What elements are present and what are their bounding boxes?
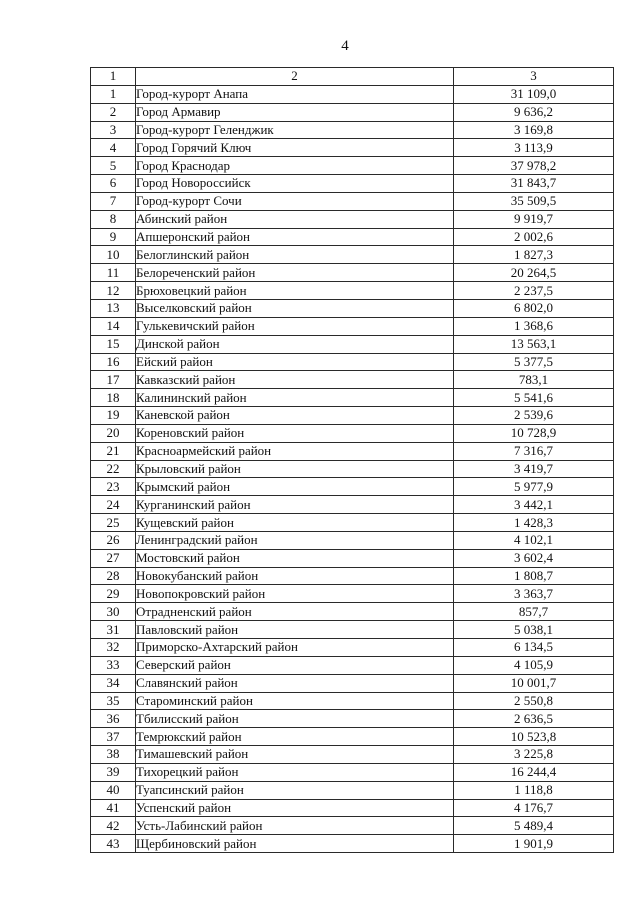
row-number-cell: 34 (91, 674, 136, 692)
district-name-cell: Брюховецкий район (136, 282, 454, 300)
row-number-cell: 40 (91, 781, 136, 799)
district-name-cell: Город-курорт Сочи (136, 192, 454, 210)
table-row (91, 228, 614, 246)
amount-cell: 7 316,7 (454, 442, 614, 460)
district-name-cell: Тихорецкий район (136, 763, 454, 781)
amount-cell: 5 038,1 (454, 621, 614, 639)
table-row (91, 585, 614, 603)
amount-cell: 5 377,5 (454, 353, 614, 371)
amount-cell: 37 978,2 (454, 157, 614, 175)
table-row (91, 353, 614, 371)
district-name-cell: Абинский район (136, 210, 454, 228)
row-number-cell: 8 (91, 210, 136, 228)
district-name-cell: Белореченский район (136, 264, 454, 282)
table-body (91, 68, 614, 853)
amount-cell: 20 264,5 (454, 264, 614, 282)
row-number-cell: 35 (91, 692, 136, 710)
district-name-cell: Кавказский район (136, 371, 454, 389)
amount-cell: 3 419,7 (454, 460, 614, 478)
table-row (91, 817, 614, 835)
district-name-cell: Апшеронский район (136, 228, 454, 246)
column-header-number: 1 (91, 68, 136, 86)
row-number-cell: 27 (91, 549, 136, 567)
district-name-cell: Темрюкский район (136, 728, 454, 746)
amount-cell: 4 176,7 (454, 799, 614, 817)
row-number-cell: 22 (91, 460, 136, 478)
row-number-cell: 43 (91, 835, 136, 853)
row-number-cell: 25 (91, 514, 136, 532)
table-row (91, 264, 614, 282)
table-row (91, 603, 614, 621)
row-number-cell: 24 (91, 496, 136, 514)
row-number-cell: 42 (91, 817, 136, 835)
table-row (91, 103, 614, 121)
table-row (91, 710, 614, 728)
amount-cell: 35 509,5 (454, 192, 614, 210)
district-name-cell: Кореновский район (136, 424, 454, 442)
table-row (91, 746, 614, 764)
district-name-cell: Северский район (136, 656, 454, 674)
row-number-cell: 30 (91, 603, 136, 621)
district-name-cell: Щербиновский район (136, 835, 454, 853)
table-row (91, 692, 614, 710)
table-row (91, 85, 614, 103)
amount-cell: 1 428,3 (454, 514, 614, 532)
district-name-cell: Успенский район (136, 799, 454, 817)
table-row (91, 531, 614, 549)
amount-cell: 1 827,3 (454, 246, 614, 264)
row-number-cell: 15 (91, 335, 136, 353)
column-header-name: 2 (136, 68, 454, 86)
table-row (91, 299, 614, 317)
amount-cell: 4 102,1 (454, 531, 614, 549)
amount-cell: 3 169,8 (454, 121, 614, 139)
district-name-cell: Туапсинский район (136, 781, 454, 799)
row-number-cell: 6 (91, 175, 136, 193)
row-number-cell: 21 (91, 442, 136, 460)
table-row (91, 781, 614, 799)
amount-cell: 3 363,7 (454, 585, 614, 603)
amount-cell: 5 541,6 (454, 389, 614, 407)
district-name-cell: Динской район (136, 335, 454, 353)
district-name-cell: Белоглинский район (136, 246, 454, 264)
table-row (91, 460, 614, 478)
row-number-cell: 14 (91, 317, 136, 335)
amount-cell: 783,1 (454, 371, 614, 389)
district-name-cell: Город-курорт Анапа (136, 85, 454, 103)
district-name-cell: Славянский район (136, 674, 454, 692)
amount-cell: 3 225,8 (454, 746, 614, 764)
district-name-cell: Город Краснодар (136, 157, 454, 175)
row-number-cell: 39 (91, 763, 136, 781)
row-number-cell: 18 (91, 389, 136, 407)
table-row (91, 763, 614, 781)
row-number-cell: 9 (91, 228, 136, 246)
row-number-cell: 29 (91, 585, 136, 603)
row-number-cell: 12 (91, 282, 136, 300)
row-number-cell: 5 (91, 157, 136, 175)
table-row (91, 799, 614, 817)
row-number-cell: 28 (91, 567, 136, 585)
table-row (91, 371, 614, 389)
table-row (91, 121, 614, 139)
amount-cell: 1 808,7 (454, 567, 614, 585)
table-row (91, 389, 614, 407)
table-row (91, 139, 614, 157)
table-row (91, 567, 614, 585)
row-number-cell: 16 (91, 353, 136, 371)
district-name-cell: Курганинский район (136, 496, 454, 514)
district-name-cell: Красноармейский район (136, 442, 454, 460)
district-name-cell: Тимашевский район (136, 746, 454, 764)
row-number-cell: 31 (91, 621, 136, 639)
district-name-cell: Новокубанский район (136, 567, 454, 585)
district-name-cell: Тбилисский район (136, 710, 454, 728)
table-row (91, 674, 614, 692)
data-table (90, 67, 614, 853)
district-name-cell: Калининский район (136, 389, 454, 407)
amount-cell: 857,7 (454, 603, 614, 621)
table-row (91, 335, 614, 353)
column-header-value: 3 (454, 68, 614, 86)
district-name-cell: Крыловский район (136, 460, 454, 478)
table-row (91, 407, 614, 425)
district-name-cell: Выселковский район (136, 299, 454, 317)
district-name-cell: Крымский район (136, 478, 454, 496)
table-row (91, 656, 614, 674)
row-number-cell: 17 (91, 371, 136, 389)
row-number-cell: 19 (91, 407, 136, 425)
amount-cell: 3 113,9 (454, 139, 614, 157)
table-row (91, 728, 614, 746)
district-name-cell: Город Горячий Ключ (136, 139, 454, 157)
district-name-cell: Ленинградский район (136, 531, 454, 549)
district-name-cell: Приморско-Ахтарский район (136, 639, 454, 657)
amount-cell: 2 237,5 (454, 282, 614, 300)
row-number-cell: 20 (91, 424, 136, 442)
district-name-cell: Город-курорт Геленджик (136, 121, 454, 139)
district-name-cell: Каневской район (136, 407, 454, 425)
table-row (91, 192, 614, 210)
amount-cell: 6 802,0 (454, 299, 614, 317)
row-number-cell: 2 (91, 103, 136, 121)
row-number-cell: 38 (91, 746, 136, 764)
row-number-cell: 23 (91, 478, 136, 496)
table-header-row (91, 68, 614, 86)
amount-cell: 1 118,8 (454, 781, 614, 799)
amount-cell: 10 001,7 (454, 674, 614, 692)
amount-cell: 16 244,4 (454, 763, 614, 781)
row-number-cell: 41 (91, 799, 136, 817)
table-row (91, 639, 614, 657)
row-number-cell: 36 (91, 710, 136, 728)
amount-cell: 3 442,1 (454, 496, 614, 514)
table-row (91, 621, 614, 639)
district-name-cell: Староминский район (136, 692, 454, 710)
district-name-cell: Ейский район (136, 353, 454, 371)
amount-cell: 2 002,6 (454, 228, 614, 246)
amount-cell: 2 636,5 (454, 710, 614, 728)
amount-cell: 1 901,9 (454, 835, 614, 853)
table-row (91, 317, 614, 335)
district-name-cell: Усть-Лабинский район (136, 817, 454, 835)
district-name-cell: Город Армавир (136, 103, 454, 121)
amount-cell: 10 728,9 (454, 424, 614, 442)
amount-cell: 31 843,7 (454, 175, 614, 193)
row-number-cell: 4 (91, 139, 136, 157)
table-row (91, 442, 614, 460)
table-row (91, 835, 614, 853)
table-row (91, 478, 614, 496)
table-row (91, 424, 614, 442)
amount-cell: 13 563,1 (454, 335, 614, 353)
table-row (91, 210, 614, 228)
district-name-cell: Кущевский район (136, 514, 454, 532)
amount-cell: 2 550,8 (454, 692, 614, 710)
amount-cell: 10 523,8 (454, 728, 614, 746)
district-name-cell: Мостовский район (136, 549, 454, 567)
amount-cell: 3 602,4 (454, 549, 614, 567)
row-number-cell: 37 (91, 728, 136, 746)
row-number-cell: 10 (91, 246, 136, 264)
amount-cell: 4 105,9 (454, 656, 614, 674)
row-number-cell: 11 (91, 264, 136, 282)
amount-cell: 2 539,6 (454, 407, 614, 425)
row-number-cell: 33 (91, 656, 136, 674)
table-row (91, 514, 614, 532)
row-number-cell: 1 (91, 85, 136, 103)
amount-cell: 31 109,0 (454, 85, 614, 103)
row-number-cell: 13 (91, 299, 136, 317)
table-row (91, 157, 614, 175)
amount-cell: 5 977,9 (454, 478, 614, 496)
row-number-cell: 7 (91, 192, 136, 210)
district-name-cell: Новопокровский район (136, 585, 454, 603)
page-number: 4 (341, 38, 349, 54)
table-row (91, 282, 614, 300)
amount-cell: 5 489,4 (454, 817, 614, 835)
row-number-cell: 3 (91, 121, 136, 139)
district-name-cell: Гулькевичский район (136, 317, 454, 335)
district-name-cell: Отрадненский район (136, 603, 454, 621)
row-number-cell: 26 (91, 531, 136, 549)
row-number-cell: 32 (91, 639, 136, 657)
table-row (91, 175, 614, 193)
district-name-cell: Город Новороссийск (136, 175, 454, 193)
amount-cell: 1 368,6 (454, 317, 614, 335)
district-name-cell: Павловский район (136, 621, 454, 639)
amount-cell: 9 636,2 (454, 103, 614, 121)
table-row (91, 246, 614, 264)
table-row (91, 496, 614, 514)
table-row (91, 549, 614, 567)
amount-cell: 9 919,7 (454, 210, 614, 228)
amount-cell: 6 134,5 (454, 639, 614, 657)
